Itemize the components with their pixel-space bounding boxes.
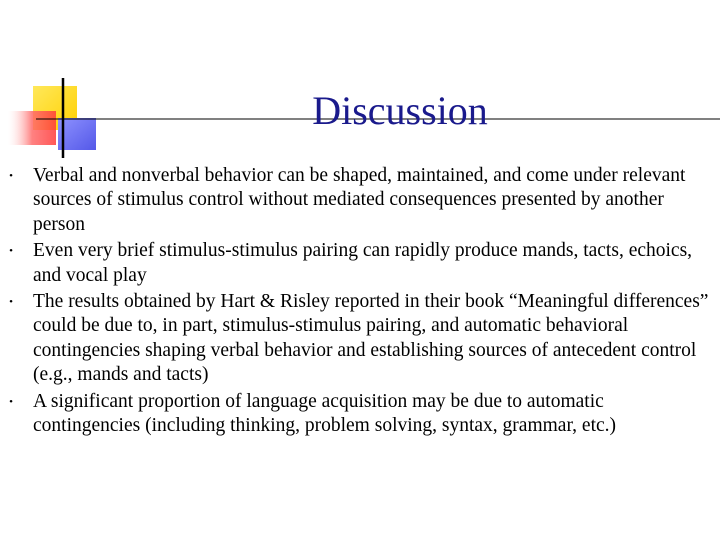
bullet-text: The results obtained by Hart & Risley reported in their book “Meaningful differences” could be due to, in part, stimulus-stimulus pairing, and automatic behavioral contingencies shaping verbal behavior and establishing sources of antecedent control (e.g., mands and tacts)	[33, 291, 709, 386]
bullet-icon: •	[9, 296, 13, 309]
bullet-item	[9, 239, 709, 288]
slide-title: Discussion	[312, 88, 488, 133]
bullet-icon: •	[9, 170, 13, 182]
decor-red-bar	[8, 111, 56, 145]
bullet-item	[9, 290, 709, 388]
bullet-icon: •	[9, 395, 13, 408]
bullet-item	[9, 390, 709, 439]
bullet-item	[9, 164, 709, 237]
bullet-icon: •	[9, 245, 13, 258]
bullet-text: Verbal and nonverbal behavior can be shaped, maintained, and come under relevant sources of stimulus control without mediated consequences presented by another person	[33, 165, 686, 235]
decor-blue-square	[58, 118, 96, 150]
decor-yellow-square	[33, 86, 77, 130]
bullet-list	[9, 164, 709, 440]
bullet-text: A significant proportion of language acquisition may be due to automatic contingencies (including thinking, problem solving, syntax, grammar, etc.)	[33, 390, 617, 437]
bullet-text: Even very brief stimulus-stimulus pairing can rapidly produce mands, tacts, echoics, and vocal play	[33, 240, 693, 286]
